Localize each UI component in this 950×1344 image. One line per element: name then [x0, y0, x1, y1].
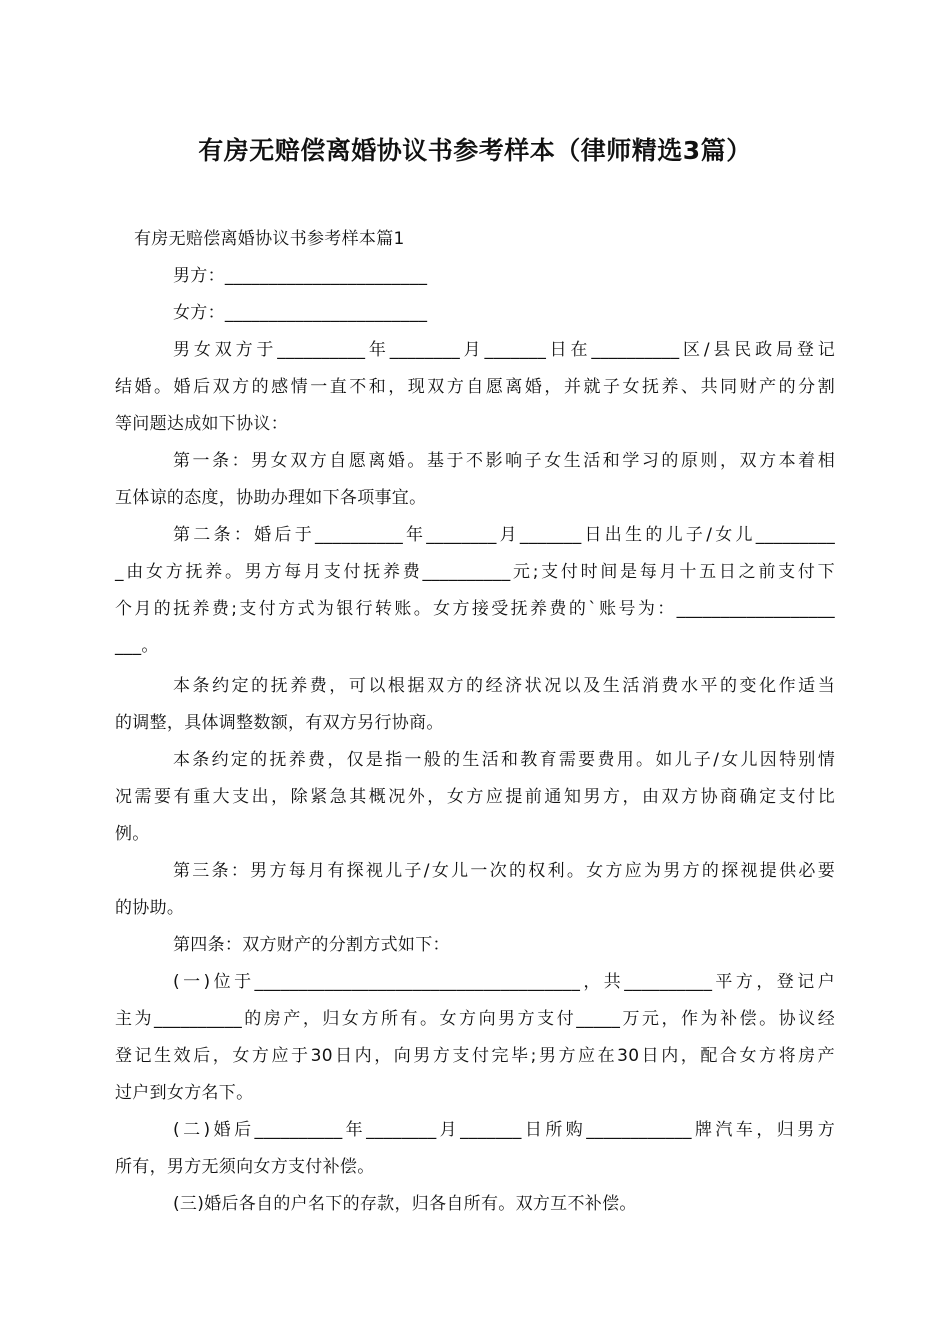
paragraph-line: 女方：_______________________ [173, 303, 428, 323]
section-heading: 有房无赔偿离婚协议书参考样本篇1 [134, 229, 405, 249]
paragraph-line: 本条约定的抚养费，仅是指一般的生活和教育需要费用。如儿子/女儿因特别情 [173, 750, 835, 770]
document-title: 有房无赔偿离婚协议书参考样本（律师精选3篇） [198, 136, 752, 165]
paragraph-line: 第一条：男女双方自愿离婚。基于不影响子女生活和学习的原则，双方本着相 [173, 451, 835, 471]
paragraph-line: 男方：_______________________ [173, 266, 428, 286]
paragraph-line: 主为__________的房产，归女方所有。女方向男方支付_____万元，作为补偿。协议经 [115, 1009, 835, 1029]
paragraph-line: 男女双方于__________年________月_______日在__________区/县民政局登记 [173, 340, 835, 360]
paragraph-line: (三)婚后各自的户名下的存款，归各自所有。双方互不补偿。 [173, 1194, 637, 1214]
paragraph-line: 例。 [115, 824, 150, 844]
paragraph-line: 的协助。 [115, 898, 185, 918]
paragraph-line: 的调整，具体调整数额，有双方另行协商。 [115, 713, 444, 733]
paragraph-line: 况需要有重大支出，除紧急其概况外，女方应提前通知男方，由双方协商确定支付比 [115, 787, 835, 807]
paragraph-line: (一)位于_____________________________________，共__________平方，登记户 [173, 972, 835, 992]
paragraph-line: (二)婚后__________年________月_______日所购____________牌汽车，归男方 [173, 1120, 835, 1140]
paragraph-line: 本条约定的抚养费，可以根据双方的经济状况以及生活消费水平的变化作适当 [173, 676, 835, 696]
paragraph-line: 所有，男方无须向女方支付补偿。 [115, 1157, 375, 1177]
paragraph-line: 第三条：男方每月有探视儿子/女儿一次的权利。女方应为男方的探视提供必要 [173, 861, 835, 881]
paragraph-line: 登记生效后，女方应于30日内，向男方支付完毕;男方应在30日内，配合女方将房产 [115, 1046, 835, 1066]
paragraph-line: 第二条：婚后于__________年________月_______日出生的儿子/女儿_________ [173, 525, 835, 545]
paragraph-line: ___。 [115, 636, 159, 656]
paragraph-line: 个月的抚养费;支付方式为银行转账。女方接受抚养费的`账号为：__________________ [115, 599, 835, 619]
paragraph-line: 过户到女方名下。 [115, 1083, 254, 1103]
paragraph-line: 互体谅的态度，协助办理如下各项事宜。 [115, 488, 427, 508]
paragraph-line: 第四条：双方财产的分割方式如下： [173, 935, 450, 955]
paragraph-line: 结婚。婚后双方的感情一直不和，现双方自愿离婚，并就子女抚养、共同财产的分割 [115, 377, 835, 397]
paragraph-line: _由女方抚养。男方每月支付抚养费__________元;支付时间是每月十五日之前支付下 [115, 562, 835, 582]
paragraph-line: 等问题达成如下协议： [115, 414, 288, 434]
